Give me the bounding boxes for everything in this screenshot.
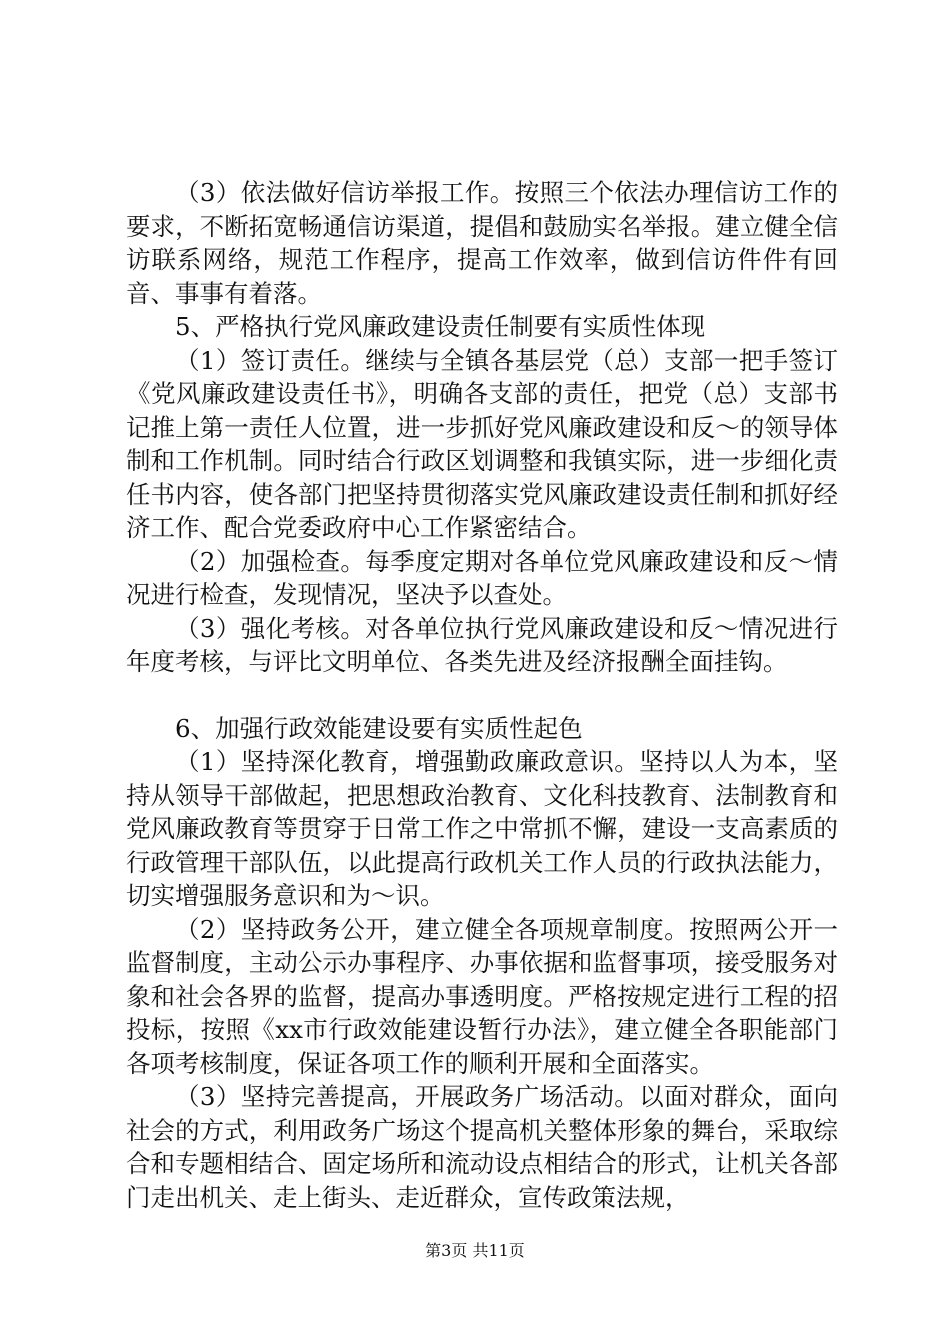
paragraph-sign-responsibility: （1）签订责任。继续与全镇各基层党（总）支部一把手签订《党风廉政建设责任书》，明确各支部的责任，把党（总）支部书记推上第一责任人位置，进一步抓好党风廉政建设和反～的领导体制和工作机制。同时结合行政区划调整和我镇实际，进一步细化责任书内容，使各部门把坚持贯彻落实党风廉政建设责任制和抓好经济工作、配合党委政府中心工作紧密结合。 xyxy=(126,345,838,542)
page-footer xyxy=(0,1241,950,1261)
paragraph-education: （1）坚持深化教育，增强勤政廉政意识。坚持以人为本，坚持从领导干部做起，把思想政治教育、文化科技教育、法制教育和党风廉政教育等贯穿于日常工作之中常抓不懈，建设一支高素质的行政管理干部队伍，以此提高行政机关工作人员的行政执法能力，切实增强服务意识和为～识。 xyxy=(126,747,838,910)
section-heading-efficiency: 6、加强行政效能建设要有实质性起色 xyxy=(175,713,583,743)
paragraph-spacer xyxy=(126,679,838,712)
document-body xyxy=(126,176,838,1214)
paragraph-government-square: （3）坚持完善提高，开展政务广场活动。以面对群众，面向社会的方式，利用政务广场这个提高机关整体形象的舞台，采取综合和专题相结合、固定场所和流动设点相结合的形式，让机关各部门走出机关、走上街头、走近群众，宣传政策法规， xyxy=(126,1082,838,1212)
paragraph-letters-visits: （3）依法做好信访举报工作。按照三个依法办理信访工作的要求，不断拓宽畅通信访渠道，提倡和鼓励实名举报。建立健全信访联系网络，规范工作程序，提高工作效率，做到信访件件有回音、事事有着落。 xyxy=(126,178,838,308)
paragraph-openness: （2）坚持政务公开，建立健全各项规章制度。按照两公开一监督制度，主动公示办事程序、办事依据和监督事项，接受服务对象和社会各界的监督，提高办事透明度。严格按规定进行工程的招投标，按照《xx市行政效能建设暂行办法》，建立健全各职能部门各项考核制度，保证各项工作的顺利开展和全面落实。 xyxy=(126,914,838,1078)
paragraph-assessment: （3）强化考核。对各单位执行党风廉政建设和反～情况进行年度考核，与评比文明单位、各类先进及经济报酬全面挂钩。 xyxy=(126,613,838,676)
page-number-label: 第3页 共11页 xyxy=(425,1241,525,1260)
section-heading-responsibility: 5、严格执行党风廉政建设责任制要有实质性体现 xyxy=(175,312,706,341)
paragraph-inspection: （2）加强检查。每季度定期对各单位党风廉政建设和反～情况进行检查，发现情况，坚决予以查处。 xyxy=(126,546,838,609)
